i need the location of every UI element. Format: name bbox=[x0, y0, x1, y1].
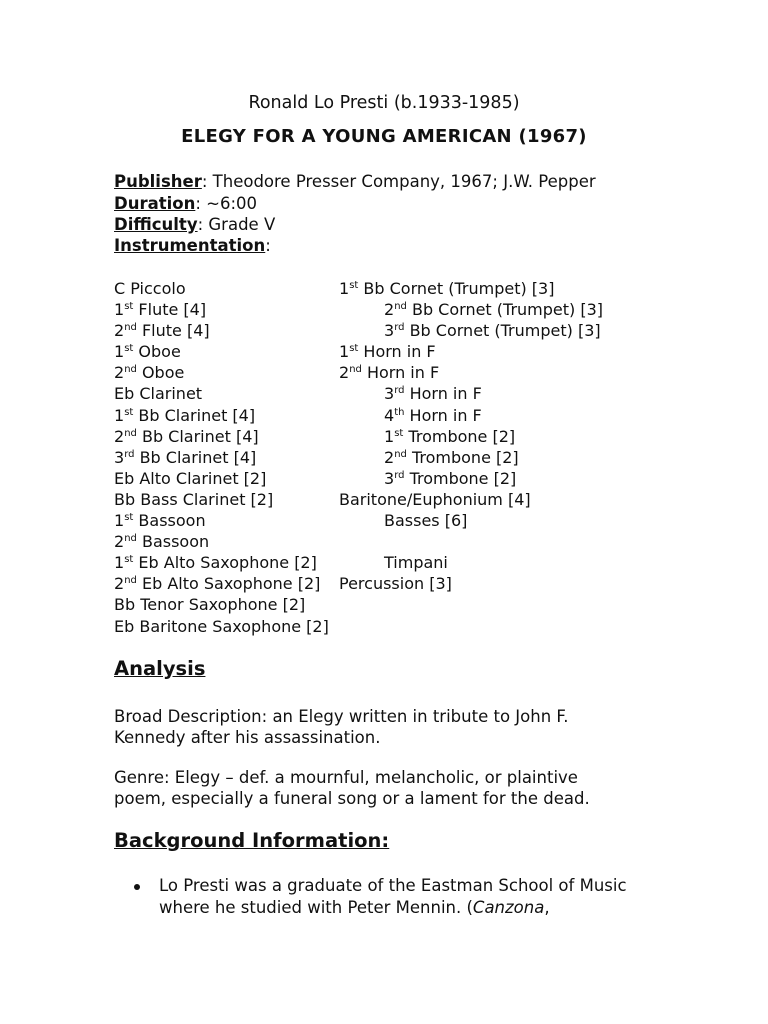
instrument-name: Bassoon bbox=[136, 532, 210, 552]
instrument-row bbox=[114, 573, 329, 594]
instrument-row bbox=[339, 447, 603, 468]
difficulty-line bbox=[114, 215, 275, 234]
publisher-label: Publisher bbox=[114, 172, 202, 191]
instrument-row bbox=[114, 299, 329, 320]
ordinal-suffix: st bbox=[124, 343, 134, 355]
instrument-row bbox=[339, 320, 603, 341]
analysis-heading: Analysis bbox=[114, 657, 206, 680]
ordinal-suffix: th bbox=[394, 406, 405, 418]
instrument-name: Bb Clarinet [4] bbox=[134, 447, 257, 467]
ordinal-suffix: nd bbox=[124, 322, 137, 334]
instrument-number: 2 bbox=[339, 363, 350, 383]
publisher-line bbox=[114, 172, 596, 191]
instrument-name: Bb Tenor Saxophone [2] bbox=[114, 595, 306, 615]
instrument-name: Eb Alto Saxophone [2] bbox=[136, 574, 321, 594]
instrument-name: Trombone [2] bbox=[406, 447, 519, 467]
instrumentation-line bbox=[114, 236, 271, 255]
instrument-name: Bb Clarinet [4] bbox=[136, 426, 259, 446]
instrument-row bbox=[114, 278, 329, 299]
instrument-name: Eb Alto Clarinet [2] bbox=[114, 468, 267, 488]
instrument-row bbox=[339, 573, 603, 594]
instrument-row bbox=[339, 531, 603, 552]
instrument-number: 2 bbox=[114, 321, 125, 341]
instrument-name: Basses [6] bbox=[384, 511, 468, 531]
instrument-number: 4 bbox=[384, 405, 395, 425]
composer-line: Ronald Lo Presti (b.1933-1985) bbox=[248, 93, 520, 113]
instrument-name: Bassoon bbox=[133, 511, 206, 531]
instrument-name: Eb Baritone Saxophone [2] bbox=[114, 616, 329, 636]
duration-label: Duration bbox=[114, 194, 196, 213]
instrument-number: 1 bbox=[114, 511, 125, 531]
ordinal-suffix: nd bbox=[124, 364, 137, 376]
ordinal-suffix: nd bbox=[124, 575, 137, 587]
instrument-name: Percussion [3] bbox=[339, 574, 452, 594]
instrument-row bbox=[114, 594, 329, 615]
instrument-number: 1 bbox=[339, 342, 350, 362]
publisher-value: : Theodore Presser Company, 1967; J.W. Pepper bbox=[201, 172, 596, 191]
instrument-row bbox=[339, 468, 603, 489]
ordinal-suffix: st bbox=[394, 427, 404, 439]
instrument-name: C Piccolo bbox=[114, 279, 186, 298]
instrument-number: 2 bbox=[114, 426, 125, 446]
ordinal-suffix: nd bbox=[394, 448, 407, 460]
instrument-number: 1 bbox=[339, 279, 350, 298]
instrument-row bbox=[114, 447, 329, 468]
bullet-icon bbox=[134, 884, 140, 890]
ordinal-suffix: nd bbox=[349, 364, 362, 376]
instrument-number: 1 bbox=[114, 342, 125, 362]
instrument-name: Horn in F bbox=[404, 384, 482, 404]
ordinal-suffix: st bbox=[124, 406, 134, 418]
background-bullets bbox=[114, 875, 634, 919]
instrument-row bbox=[339, 278, 603, 299]
instrument-name: Baritone/Euphonium [4] bbox=[339, 489, 531, 509]
instrument-name: Timpani bbox=[384, 553, 448, 573]
instrumentation-label: Instrumentation bbox=[114, 236, 266, 255]
broad-description: Broad Description: an Elegy written in tribute to John F. Kennedy after his assassination. bbox=[114, 707, 569, 747]
instrument-name: Eb Alto Saxophone [2] bbox=[133, 553, 317, 573]
instrument-row bbox=[339, 405, 603, 426]
ordinal-suffix: st bbox=[349, 343, 359, 355]
instrument-row bbox=[114, 531, 329, 552]
instrument-row bbox=[114, 320, 329, 341]
ordinal-suffix: rd bbox=[394, 385, 405, 397]
bullet-text: Lo Presti was a graduate of the Eastman School of Music where he studied with Peter Mennin. ( bbox=[159, 876, 627, 917]
instrument-number: 3 bbox=[384, 468, 395, 488]
ordinal-suffix: nd bbox=[124, 533, 137, 545]
instrument-name: Bb Cornet (Trumpet) [3] bbox=[358, 279, 555, 298]
instrument-number: 3 bbox=[114, 447, 125, 467]
instrument-row bbox=[114, 405, 329, 426]
bullet-italic: Canzona bbox=[472, 898, 545, 917]
ordinal-suffix: nd bbox=[394, 301, 407, 313]
instrument-row bbox=[339, 489, 603, 510]
instrument-name: Eb Clarinet bbox=[114, 384, 203, 404]
duration-line bbox=[114, 194, 257, 213]
instrumentation-value: : bbox=[265, 236, 271, 255]
instrument-row bbox=[339, 383, 603, 404]
duration-value: : ~6:00 bbox=[195, 194, 258, 213]
instrument-row bbox=[114, 468, 329, 489]
instrument-row bbox=[339, 299, 603, 320]
instrument-row bbox=[339, 552, 603, 573]
genre-description: Genre: Elegy – def. a mournful, melancholic, or plaintive poem, especially a funeral song or a lament for the dead. bbox=[114, 768, 590, 808]
instrument-number: 2 bbox=[114, 532, 125, 552]
instrument-name: Flute [4] bbox=[133, 300, 207, 320]
instrument-name: Trombone [2] bbox=[404, 468, 517, 488]
ordinal-suffix: st bbox=[349, 280, 359, 291]
ordinal-suffix: nd bbox=[124, 427, 137, 439]
instrument-row bbox=[339, 426, 603, 447]
instrument-number: 1 bbox=[114, 553, 125, 573]
instrument-number: 3 bbox=[384, 384, 395, 404]
difficulty-label: Difficulty bbox=[114, 215, 198, 234]
instrument-row bbox=[114, 552, 329, 573]
instrument-row bbox=[114, 616, 329, 637]
instrument-name: Oboe bbox=[136, 363, 185, 383]
piece-title: ELEGY FOR A YOUNG AMERICAN (1967) bbox=[181, 126, 587, 147]
list-item bbox=[114, 875, 634, 919]
instrument-number: 1 bbox=[114, 405, 125, 425]
instrument-name: Bb Cornet (Trumpet) [3] bbox=[404, 321, 601, 341]
instrument-name: Oboe bbox=[133, 342, 181, 362]
instrument-number: 2 bbox=[384, 300, 395, 320]
instrument-row bbox=[114, 362, 329, 383]
ordinal-suffix: rd bbox=[394, 322, 405, 334]
ordinal-suffix: st bbox=[124, 301, 134, 313]
instrument-row bbox=[114, 510, 329, 531]
instrument-row bbox=[114, 489, 329, 510]
instrument-name: Horn in F bbox=[361, 363, 440, 383]
difficulty-value: : Grade V bbox=[197, 215, 276, 234]
bullet-tail: , bbox=[544, 898, 550, 917]
background-heading: Background Information: bbox=[114, 829, 390, 852]
instrument-number: 2 bbox=[114, 574, 125, 594]
instrument-name: Trombone [2] bbox=[403, 426, 516, 446]
ordinal-suffix: rd bbox=[124, 448, 135, 460]
instrument-number: 2 bbox=[384, 447, 395, 467]
ordinal-suffix: st bbox=[124, 512, 134, 524]
instrument-name: Flute [4] bbox=[136, 321, 210, 341]
instrument-row bbox=[339, 510, 603, 531]
instrument-row bbox=[339, 362, 603, 383]
instrument-name: Bb Bass Clarinet [2] bbox=[114, 489, 274, 509]
instrument-number: 1 bbox=[384, 426, 395, 446]
instrument-name: Bb Clarinet [4] bbox=[133, 405, 256, 425]
instrument-name: Horn in F bbox=[404, 405, 482, 425]
instrument-list-right bbox=[339, 278, 603, 594]
instrument-name: Horn in F bbox=[358, 342, 436, 362]
instrument-row bbox=[114, 383, 329, 404]
instrument-row bbox=[114, 426, 329, 447]
instrument-row bbox=[114, 341, 329, 362]
instrument-number: 2 bbox=[114, 363, 125, 383]
instrument-name: Bb Cornet (Trumpet) [3] bbox=[406, 300, 604, 320]
instrument-number: 3 bbox=[384, 321, 395, 341]
instrument-list-left bbox=[114, 278, 329, 637]
ordinal-suffix: rd bbox=[394, 469, 405, 481]
instrument-number: 1 bbox=[114, 300, 125, 320]
instrument-row bbox=[339, 341, 603, 362]
ordinal-suffix: st bbox=[124, 554, 134, 566]
